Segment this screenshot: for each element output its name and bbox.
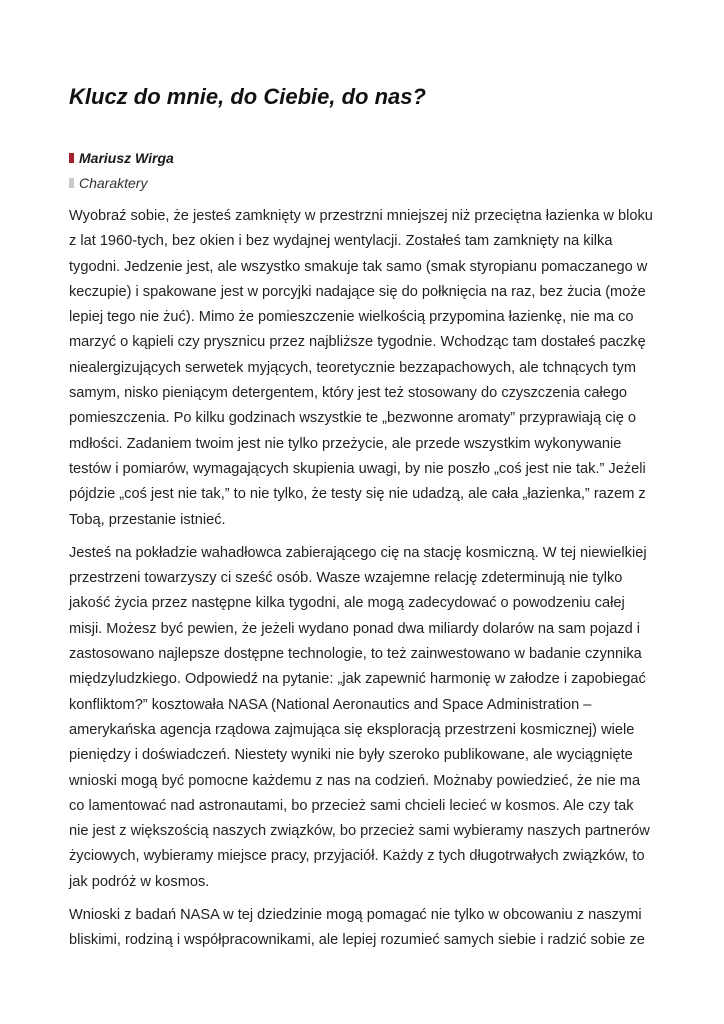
text-line: międzyludzkiego. Odpowiedź na pytanie: „jak zapewnić harmonię w załodze i zapobiegać — [69, 671, 646, 688]
text-line: konfliktom?” kosztowała NASA (National Aeronautics and Space Administration – — [69, 696, 592, 713]
text-line: przestrzeni towarzyszy ci sześć osób. Wasze wzajemne relację zdeterminują nie tylko — [69, 570, 623, 587]
text-line: zastosowano najlepsze dostępne technologie, to też zainwestowano w badanie czynnika — [69, 646, 642, 663]
paragraph-3 — [69, 903, 657, 954]
text-line: mdłości. Zadaniem twoim jest nie tylko przeżycie, ale przede wszystkim wykonywanie — [69, 435, 622, 452]
author-row — [69, 150, 174, 166]
text-line: z lat 1960-tych, bez okien i bez wydajnej wentylacji. Zostałeś tam zamknięty na kilka — [69, 233, 613, 250]
article-title: Klucz do mnie, do Ciebie, do nas? — [69, 84, 426, 109]
author-marker-icon — [69, 153, 74, 163]
paragraph-2 — [69, 541, 657, 895]
text-line: lepiej tego nie żuć). Mimo że pomieszczenie wielkością przypomina łazienkę, nie ma co — [69, 309, 634, 326]
author-name: Mariusz Wirga — [79, 150, 174, 166]
text-line: keczupie) i spakowane jest w porcyjki nadające się do połknięcia na raz, bez żucia (może — [69, 283, 646, 300]
text-line: wnioski mogą być pomocne każdemu z nas na codzień. Możnaby powiedzieć, że nie ma — [69, 772, 641, 789]
text-line: Tobą, przestanie istnieć. — [69, 511, 226, 528]
text-line: samym, nisko pieniącym detergentem, który jest też stosowany do czyszczenia całego — [69, 385, 628, 402]
text-line: niealergizujących serwetek myjących, teoretycznie bezzapachowych, ale tchnących tym — [69, 359, 636, 376]
text-line: pomieszczenia. Po kilku godzinach wszystkie te „bezwonne aromaty” przyprawiają cię o — [69, 410, 636, 427]
text-line: co lamentować nad astronautami, bo przecież sami chcieli lecieć w kosmos. Ale czy tak — [69, 797, 634, 814]
text-line: życiowych, wybieramy miejsce pracy, przyjaciół. Każdy z tych długotrwałych związków, to — [69, 848, 645, 865]
text-line: tygodni. Jedzenie jest, ale wszystko smakuje tak samo (smak styropianu pomaczanego w — [69, 258, 648, 275]
text-line: Wnioski z badań NASA w tej dziedzinie mogą pomagać nie tylko w obcowaniu z naszymi — [69, 907, 642, 924]
text-line: pieniędzy i doświadczeń. Niestety wyniki nie były szeroko publikowane, ale wyciągnięte — [69, 747, 633, 764]
text-line: bliskimi, rodziną i współpracownikami, ale lepiej rozumieć samych siebie i radzić sobie ze — [69, 932, 645, 949]
category-row — [69, 175, 147, 191]
text-line: Jesteś na pokładzie wahadłowca zabierającego cię na stację kosmiczną. W tej niewielkiej — [69, 544, 647, 561]
article-body — [69, 204, 657, 962]
text-line: pójdzie „coś jest nie tak,” to nie tylko, że testy się nie udadzą, ale cała „łazienka,” razem z — [69, 486, 646, 503]
text-line: jakość życia przez następne kilka tygodni, ale mogą zadecydować o powodzeniu całej — [69, 595, 625, 612]
text-line: marzyć o kąpieli czy prysznicu przez najbliższe tygodnie. Wchodząc tam dostałeś paczkę — [69, 334, 646, 351]
text-line: amerykańska agencja rządowa zajmująca się eksploracją przestrzeni kosmicznej) wiele — [69, 721, 635, 738]
category-marker-icon — [69, 178, 74, 188]
text-line: nie jest z większością naszych związków, bo przecież sami wybieramy naszych partnerów — [69, 823, 650, 840]
category-name: Charaktery — [79, 175, 148, 191]
text-line: testów i pomiarów, wymagających skupienia uwagi, by nie poszło „coś jest nie tak.” Jeżeli — [69, 460, 646, 477]
text-line: misji. Możesz być pewien, że jeżeli wydano ponad dwa miliardy dolarów na sam pojazd i — [69, 620, 641, 637]
text-line: Wyobraź sobie, że jesteś zamknięty w przestrzni mniejszej niż przeciętna łazienka w bloku — [69, 208, 653, 224]
text-line: jak podróż w kosmos. — [69, 873, 210, 890]
paragraph-1 — [69, 204, 657, 533]
